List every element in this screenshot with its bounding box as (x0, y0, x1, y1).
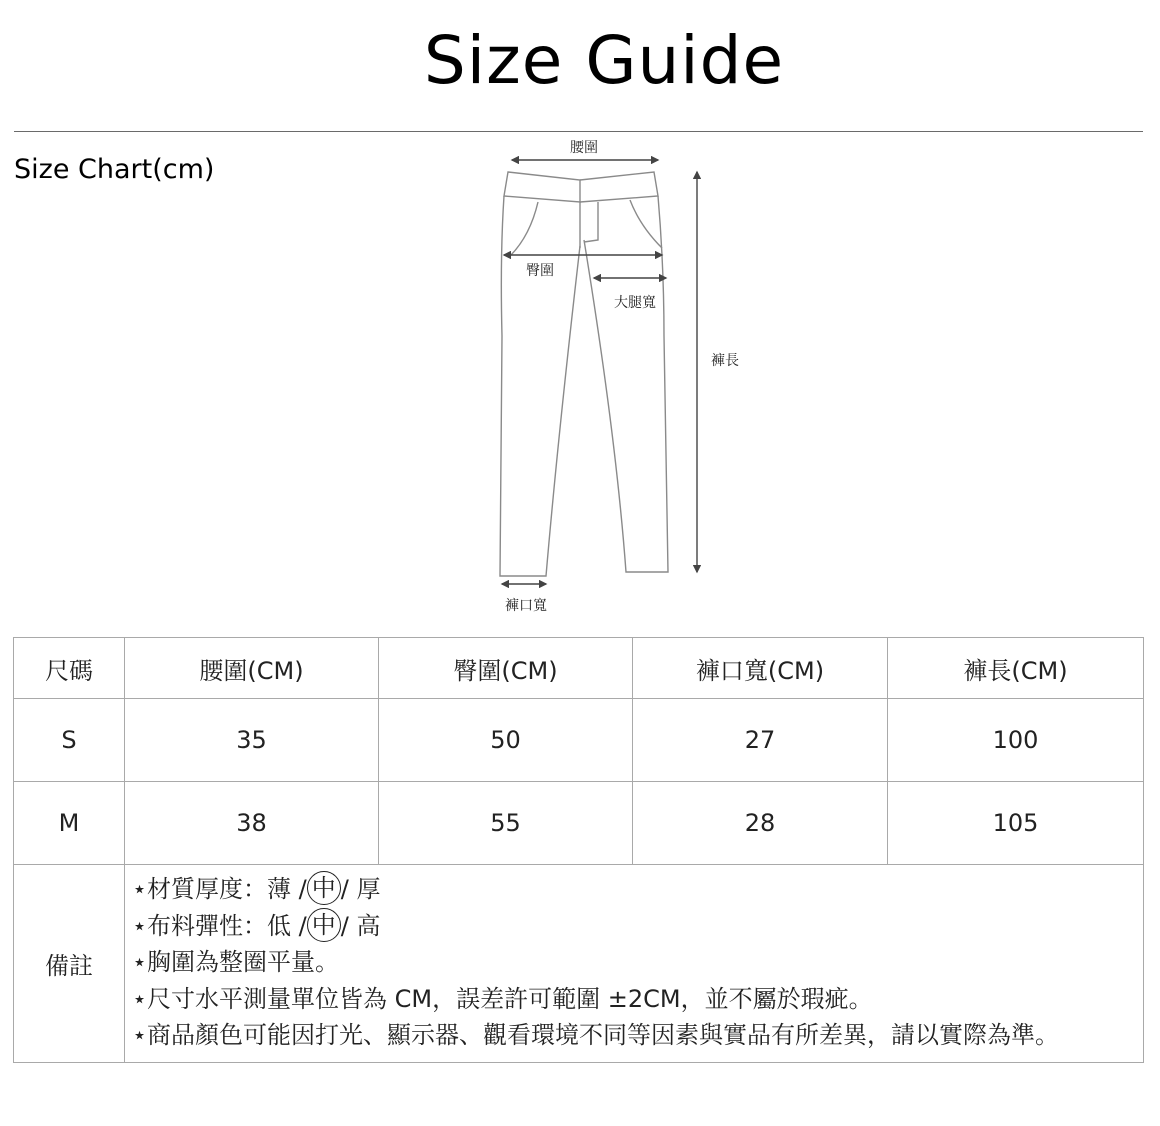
header-hem: 褲口寬(CM) (633, 638, 888, 699)
cell-hip: 55 (379, 782, 633, 865)
note-color: ⋆商品顏色可能因打光、顯示器、觀看環境不同等因素與實品有所差異，請以實際為準。 (132, 1021, 1060, 1049)
hip-label: 臀圍 (526, 263, 554, 279)
thigh-label: 大腿寬 (614, 295, 656, 311)
header-size: 尺碼 (14, 638, 125, 699)
notes-row (14, 865, 1144, 1063)
waist-label: 腰圍 (570, 140, 598, 156)
table-row (14, 699, 1144, 782)
notes-cell (125, 865, 1144, 1063)
cell-size: M (14, 782, 125, 865)
size-table (13, 637, 1144, 1063)
table-header-row (14, 638, 1144, 699)
cell-hem: 27 (633, 699, 888, 782)
header-waist: 腰圍(CM) (125, 638, 379, 699)
title-divider (14, 131, 1143, 132)
cell-hip: 50 (379, 699, 633, 782)
notes-label: 備註 (14, 865, 125, 1063)
note-tolerance: ⋆尺寸水平測量單位皆為 CM，誤差許可範圍 ±2CM，並不屬於瑕疵。 (132, 984, 873, 1013)
header-length: 褲長(CM) (888, 638, 1144, 699)
page-title: Size Guide (423, 22, 785, 99)
note-thickness: ⋆材質厚度：薄 / 中 / 厚 (132, 871, 1135, 908)
pants-measurement-diagram (480, 136, 780, 616)
pants-outline (500, 172, 668, 576)
cell-waist: 38 (125, 782, 379, 865)
table-row (14, 782, 1144, 865)
note-chest: ⋆胸圍為整圈平量。 (132, 948, 340, 976)
length-label: 褲長 (711, 353, 739, 369)
section-subtitle: Size Chart(cm) (14, 154, 215, 185)
cell-length: 105 (888, 782, 1144, 865)
note-elasticity: ⋆布料彈性：低 / 中 / 高 (132, 908, 1135, 945)
cell-waist: 35 (125, 699, 379, 782)
cell-length: 100 (888, 699, 1144, 782)
cell-hem: 28 (633, 782, 888, 865)
selected-elasticity-indicator: 中 (307, 908, 341, 942)
cell-size: S (14, 699, 125, 782)
hem-label: 褲口寬 (505, 598, 547, 614)
selected-thickness-indicator: 中 (307, 871, 341, 905)
header-hip: 臀圍(CM) (379, 638, 633, 699)
